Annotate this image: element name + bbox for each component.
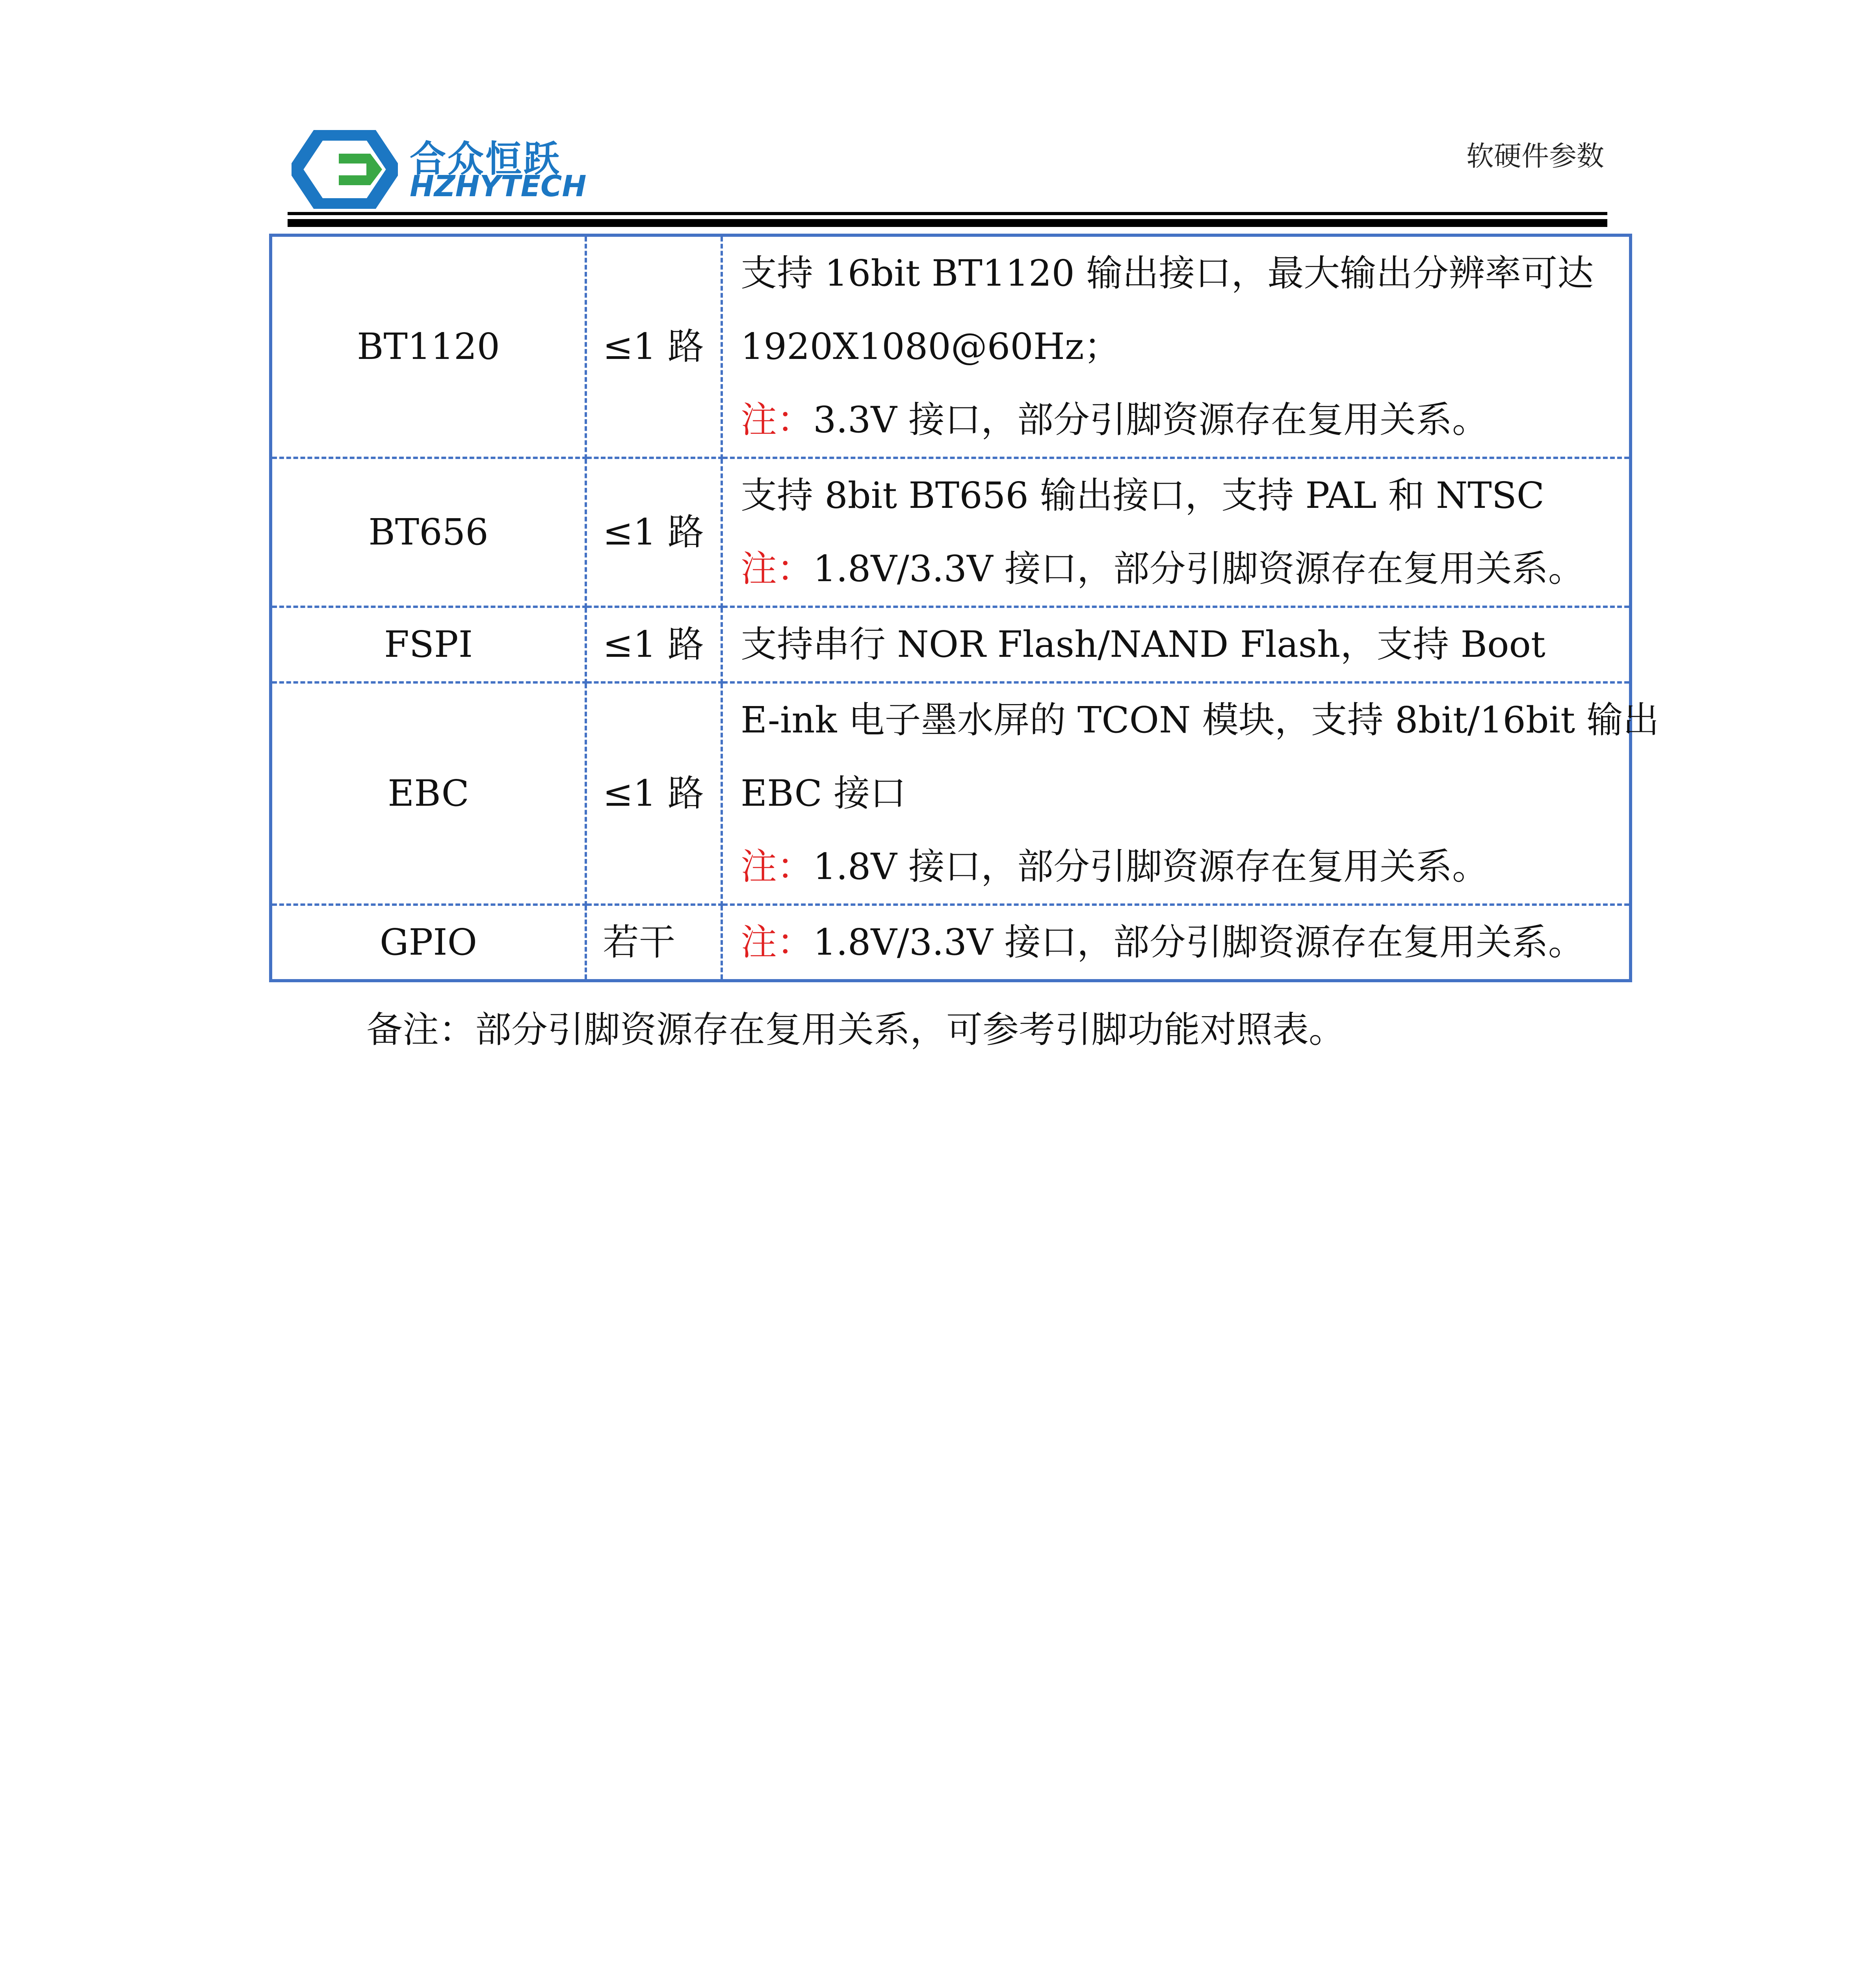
note-line	[741, 906, 1621, 979]
table-row	[271, 905, 1631, 981]
table-row	[271, 607, 1631, 682]
logo-en-text: HZHYTECH	[410, 169, 587, 203]
header-rule-thick	[288, 219, 1607, 227]
header-section-title: 软硬件参数	[1466, 140, 1604, 172]
interface-name-cell: FSPI	[271, 607, 586, 682]
note-label: 注：	[741, 921, 814, 963]
note-label: 注：	[741, 399, 814, 441]
interface-spec-table	[269, 234, 1659, 982]
note-label: 注：	[741, 846, 814, 888]
table-footnote: 备注：部分引脚资源存在复用关系，可参考引脚功能对照表。	[366, 1009, 1345, 1051]
desc-line: 1920X1080@60Hz；	[741, 325, 1120, 368]
interface-count-cell: ≤1 路	[586, 235, 722, 458]
interface-count-cell: ≤1 路	[586, 682, 722, 905]
logo-cn-text: 合众恒跃	[410, 138, 561, 180]
interface-count-cell: 若干	[586, 905, 722, 981]
table-row	[271, 458, 1631, 607]
interface-desc-cell	[722, 458, 1631, 607]
note-text: 1.8V/3.3V 接口，部分引脚资源存在复用关系。	[813, 548, 1584, 590]
interface-desc-cell	[722, 905, 1631, 981]
desc-line: 支持 16bit BT1120 输出接口，最大输出分辨率可达	[741, 252, 1594, 294]
note-text: 1.8V/3.3V 接口，部分引脚资源存在复用关系。	[813, 921, 1584, 963]
interface-name-cell: BT656	[271, 458, 586, 607]
interface-name-cell: BT1120	[271, 235, 586, 458]
interface-desc-cell	[722, 235, 1631, 458]
header-rule-thin	[288, 212, 1607, 215]
interface-count-cell: ≤1 路	[586, 607, 722, 682]
hex-logo-icon	[292, 130, 398, 209]
desc-line: 支持 8bit BT656 输出接口，支持 PAL 和 NTSC	[741, 474, 1545, 517]
desc-line: EBC 接口	[741, 772, 906, 814]
interface-count-cell: ≤1 路	[586, 458, 722, 607]
interface-desc-cell	[722, 607, 1631, 682]
note-label: 注：	[741, 548, 814, 590]
note-line	[741, 830, 1621, 903]
interface-desc-cell	[722, 682, 1659, 905]
note-text: 3.3V 接口，部分引脚资源存在复用关系。	[813, 399, 1489, 441]
note-text: 1.8V 接口，部分引脚资源存在复用关系。	[813, 846, 1489, 888]
desc-line: 支持串行 NOR Flash/NAND Flash，支持 Boot	[741, 623, 1545, 665]
note-line	[741, 383, 1621, 457]
table-row	[271, 235, 1631, 458]
interface-name-cell: GPIO	[271, 905, 586, 981]
note-line	[741, 532, 1621, 606]
company-logo	[292, 130, 587, 209]
interface-name-cell: EBC	[271, 682, 586, 905]
table-row	[271, 682, 1631, 905]
desc-line: E-ink 电子墨水屏的 TCON 模块，支持 8bit/16bit 输出	[741, 699, 1659, 741]
